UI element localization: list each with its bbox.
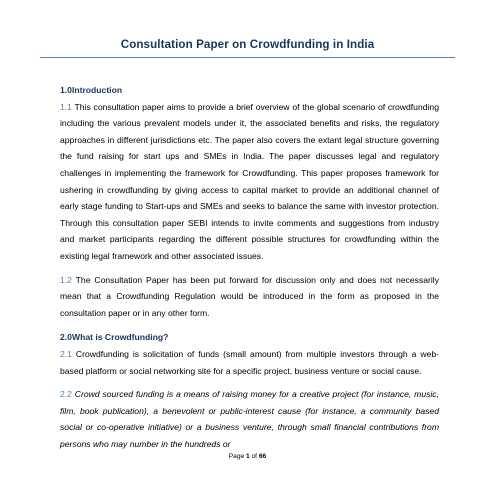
document-body: [60, 82, 439, 452]
paragraph-2-2: [60, 386, 439, 452]
section-spacer: [60, 321, 439, 329]
page-current: 1: [246, 453, 250, 460]
paragraph-text: The Consultation Paper has been put forward for discussion only and does not necessarily mean that a Crowdfunding Regulation would be introduced in the form as proposed in the consultation paper or in any other form.: [60, 274, 439, 318]
paragraph-2-1: [60, 346, 439, 379]
paragraph-number: 2.2: [60, 389, 72, 400]
paragraph-number: 1.2: [60, 274, 72, 285]
paragraph-text: Crowdfunding is solicitation of funds (small amount) from multiple investors through a web-based platform or social networking site for a specific project, business venture or social cause.: [60, 348, 439, 376]
document-title: Consultation Paper on Crowdfunding in India: [120, 38, 375, 51]
page-label: Page: [228, 453, 247, 460]
section-number: 1.0: [60, 85, 72, 95]
page-of: of: [249, 453, 259, 460]
paragraph-text: Crowd sourced funding is a means of raising money for a creative project (for instance, music, film, book publication), a benevolent or public-interest cause (for instance, a community based social or co-operative initiative) or a business venture, through small financial contributions from persons who may number in the hundreds or: [60, 389, 439, 449]
section-title: Introduction: [71, 85, 123, 95]
paragraph-number: 1.1: [60, 101, 72, 112]
section-number: 2.0: [60, 332, 72, 343]
section-title: What is Crowdfunding?: [71, 332, 169, 343]
paragraph-spacer: [60, 265, 439, 272]
paragraph-spacer: [60, 379, 439, 386]
page-footer: [0, 453, 495, 460]
paragraph-1-1: [60, 99, 439, 265]
page-header: [40, 38, 455, 58]
section-heading-what-is-crowdfunding: [60, 329, 439, 346]
header-divider: [40, 57, 455, 58]
paragraph-1-2: [60, 272, 439, 322]
section-heading-introduction: [60, 82, 439, 99]
paragraph-number: 2.1: [60, 348, 72, 359]
page-total: 66: [258, 453, 267, 460]
paragraph-text: This consultation paper aims to provide a brief overview of the global scenario of crowdfunding including the various prevalent models under it, the associated benefits and risks, the regulatory approaches in different jurisdictions etc. The paper also covers the extant legal structure governing the fund raising for start ups and SMEs in India. The paper discusses legal and regulatory challenges in implementing the framework for Crowdfunding. This paper proposes framework for ushering in crowdfunding by giving access to capital market to provide an additional channel of early stage funding to Start-ups and SMEs and seeks to balance the same with investor protection. Through this consultation paper SEBI intends to invite comments and suggestions from industry and market participants regarding the different possible structures for crowdfunding within the existing legal framework and other associated issues.: [60, 101, 439, 261]
